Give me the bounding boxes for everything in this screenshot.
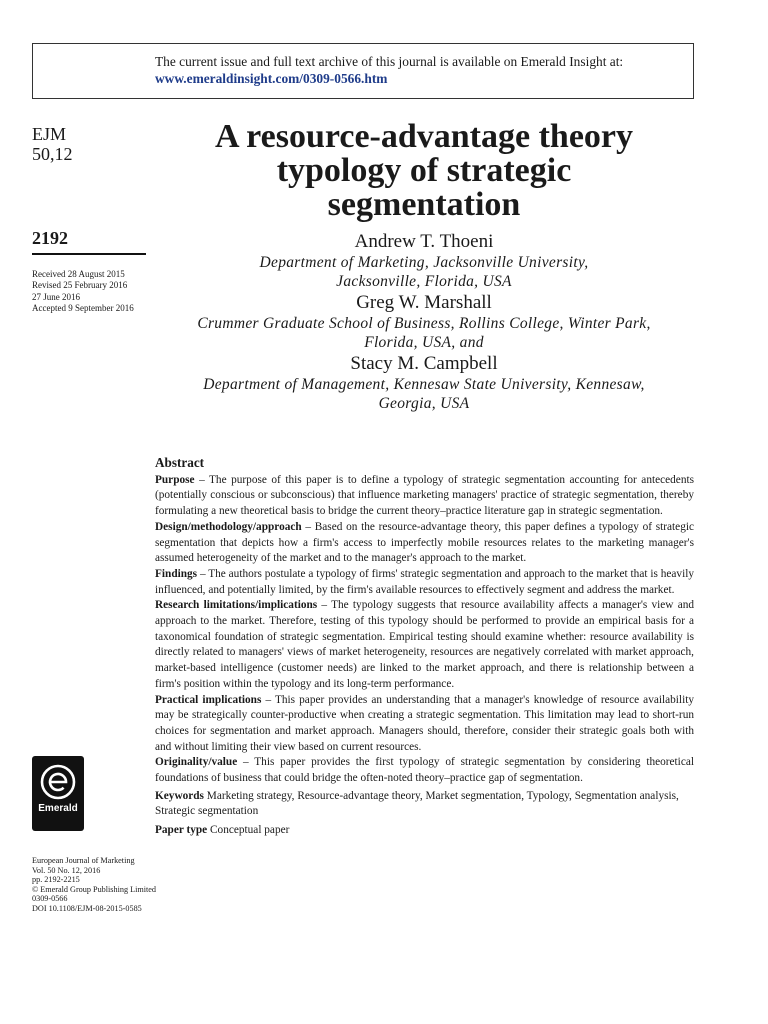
- received-date: Received 28 August 2015: [32, 269, 125, 279]
- limitations-label: Research limitations/implications: [155, 599, 318, 612]
- abstract-findings: [155, 567, 694, 598]
- abstract-heading: Abstract: [155, 455, 205, 470]
- citation-journal: European Journal of Marketing: [32, 856, 135, 865]
- accepted-date: Accepted 9 September 2016: [32, 302, 134, 313]
- author-affiliation: Florida, USA, and: [364, 334, 484, 351]
- abstract-originality: [155, 755, 694, 786]
- abstract-practical: [155, 693, 694, 756]
- design-label: Design/methodology/approach: [155, 520, 302, 533]
- author-name: Andrew T. Thoeni: [354, 231, 494, 252]
- findings-text: – The authors postulate a typology of firms' strategic segmentation and approach to the market that is heavily influenced, and potentially limited, by the firm's available resources to effectively segment and address the market.: [155, 567, 694, 596]
- purpose-text: – The purpose of this paper is to define a typology of strategic segmentation accounting for antecedents (potentially conscious or subconscious) that influence marketing managers' practice of strategic segmentation, thereby formulating a new theoretical basis to bridge the current theory–practice literature gap in strategic segmentation.: [155, 473, 694, 518]
- design-text: – Based on the resource-advantage theory, this paper defines a typology of strategic segmentation that depicts how a firm's access to imperfectly mobile resources relates to the marketing manager's assumed heterogeneity of the market and to the manager's approach to the market.: [155, 520, 694, 565]
- article-history: [32, 269, 134, 314]
- limitations-text: – The typology suggests that resource availability affects a manager's view and approach to the market. Therefore, testing of this typology should be performed to provide an empirical basis for a taxonomical foundation of strategic segmentation. Empirical testing should examine whether: resource availability is directly related to managers' views of market heterogeneity, resources are negatively correlated with market approach, market-based intelligence (customer needs) are linked to the market approach, and there is relationship between a firm's position within the typology and its long-term performance.: [155, 599, 695, 690]
- citation-volume: Vol. 50 No. 12, 2016: [32, 865, 101, 875]
- author-affiliation: Department of Marketing, Jacksonville University,: [259, 254, 589, 271]
- author-affiliation: Crummer Graduate School of Business, Rollins College, Winter Park,: [197, 315, 651, 332]
- abstract-purpose: [155, 473, 694, 520]
- volume-issue: 50,12: [32, 144, 73, 164]
- abstract-limitations: [155, 598, 694, 692]
- emerald-e-icon: [39, 763, 77, 801]
- paper-type-text: Conceptual paper: [207, 824, 290, 837]
- sidebar-divider: [32, 253, 146, 255]
- revised-date-2: 27 June 2016: [32, 291, 80, 302]
- notice-text: The current issue and full text archive of this journal is available on Emerald Insight at:: [155, 54, 624, 69]
- title-line-1: A resource-advantage theory: [214, 118, 633, 155]
- citation-pages: pp. 2192-2215: [32, 875, 80, 885]
- author-affiliation: Department of Management, Kennesaw State University, Kennesaw,: [203, 376, 645, 393]
- title-line-2: typology of strategic: [276, 152, 572, 189]
- findings-label: Findings: [155, 567, 198, 580]
- keywords: [155, 789, 694, 820]
- practical-label: Practical implications: [155, 693, 262, 706]
- article-title: [150, 120, 698, 222]
- keywords-label: Keywords: [155, 789, 204, 802]
- sidebar: [32, 124, 146, 313]
- keywords-text: Marketing strategy, Resource-advantage theory, Market segmentation, Typology, Segmentation analysis, Strategic segmentation: [155, 789, 679, 818]
- author-affiliation: Jacksonville, Florida, USA: [336, 273, 512, 290]
- author-name: Stacy M. Campbell: [350, 353, 498, 374]
- page-number: 2192: [32, 228, 68, 248]
- citation-block: [32, 856, 156, 914]
- author-name: Greg W. Marshall: [356, 292, 492, 313]
- journal-archive-notice: [32, 43, 694, 99]
- citation-copyright: © Emerald Group Publishing Limited: [32, 884, 157, 894]
- paper-type: [155, 823, 694, 839]
- author-affiliation: Georgia, USA: [378, 395, 470, 412]
- citation-doi[interactable]: DOI 10.1108/EJM-08-2015-0585: [32, 903, 142, 913]
- originality-text: – This paper provides the first typology of strategic segmentation by considering theoretical foundations of business that could bridge the often-noted theory–practice gap of segmentation.: [155, 756, 694, 785]
- author-list: [150, 230, 698, 413]
- paper-type-label: Paper type: [155, 824, 208, 837]
- logo-text: Emerald: [38, 803, 78, 814]
- journal-abbrev: EJM: [32, 124, 67, 144]
- abstract-design: [155, 520, 694, 567]
- practical-text: – This paper provides an understanding that a manager's knowledge of resource availability may be strategically counter-productive when creating a strategic segmentation. This limitation may lead to short-run choices for segmentation and market approach. Managers should, therefore, consider their strategic goals both with and without limiting their view based on current resources.: [155, 693, 695, 753]
- abstract: [155, 455, 694, 839]
- revised-date-1: Revised 25 February 2016: [32, 280, 128, 291]
- emerald-logo: [32, 756, 84, 831]
- citation-issn: 0309-0566: [32, 894, 68, 904]
- title-line-3: segmentation: [327, 186, 521, 223]
- emerald-insight-link[interactable]: www.emeraldinsight.com/0309-0566.htm: [155, 71, 388, 86]
- purpose-label: Purpose: [155, 473, 195, 486]
- originality-label: Originality/value: [155, 756, 238, 769]
